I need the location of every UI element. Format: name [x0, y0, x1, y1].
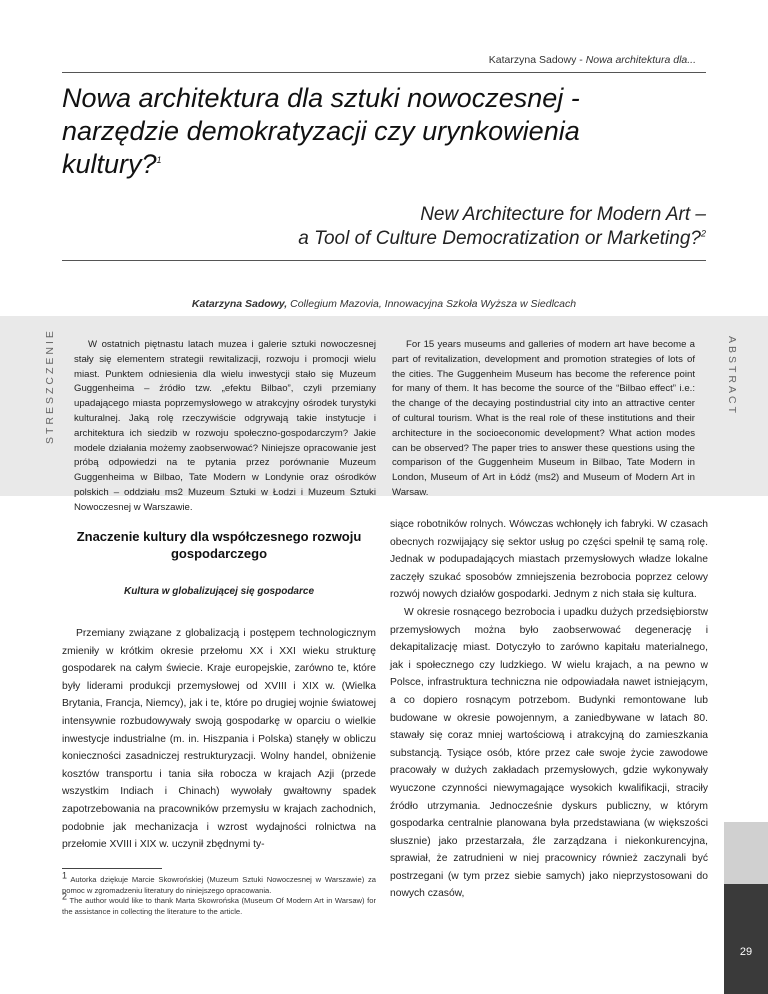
- running-head-title: Nowa architektura dla...: [585, 54, 696, 66]
- author-line: [62, 298, 706, 310]
- footnote-1-text: Autorka dziękuje Marcie Skowrońskiej (Muzeum Sztuki Nowoczesnej w Warszawie) za pomoc w zgromadzeniu literatury do niniejszego opracowania.: [62, 874, 376, 895]
- page-number: 29: [739, 946, 753, 958]
- abstract-label: ABSTRACT: [726, 336, 738, 417]
- running-head: [489, 54, 696, 66]
- abstract-pl: W ostatnich piętnastu latach muzea i galerie sztuki nowoczesnej stały się elementem strategii rewitalizacji, rozwoju i promocji wielu miast. Punktem odniesienia dla wielu inwestycji stało się Muzeum Guggenheima – źródło tzw. „efektu Bilbao”, czyli przemiany upadającego miasta poprzemysłowego w atrakcyjny ośrodek turystyki kulturalnej. Jaką rolę rzeczywiście odgrywają takie instytucje i architektura ich siedzib w rozwoju społeczno-gospodarczym? Jakie modele działania możemy zaobserwować? Niniejsze opracowanie jest próbą odpowiedzi na te pytania przez porównanie Muzeum Guggenheima w Bilbao, Tate Modern w Londynie oraz ośrodków polskich – oddziału ms2 Muzeum Sztuki w Łodzi i Muzeum Sztuki Nowoczesnej w Warszawie.: [74, 339, 376, 513]
- author-affiliation: Collegium Mazovia, Innowacyjna Szkoła Wyższa w Siedlcach: [287, 298, 577, 310]
- article-title-en-line2: a Tool of Culture Democratization or Marketing?: [298, 228, 701, 249]
- top-rule: [62, 72, 706, 73]
- section-heading: Znaczenie kultury dla współczesnego rozwoju gospodarczego: [76, 529, 362, 561]
- body-paragraph-right-2: W okresie rosnącego bezrobocia i upadku dużych przedsiębiorstw przemysłowych można było zaobserwować degenerację i dekapitalizację miast. Dotyczyło to zarówno kapitału materialnego, jak i społecznego czy ludzkiego. W wielu krajach, a na pewno w Polsce, infrastruktura techniczna nie odpowiadała nawet istniejącym, a co dopiero rosnącym potrzebom. Budynki remontowane lub budowane w okresie powojennym, a zaniedbywane w latach 80. stawały się coraz mniej wartościową i atrakcyjną do zamieszkania substancją. Tysiące osób, które przez całe swoje życie zawodowe pracowały w dużych zakładach przemysłowych, gdzie wykonywały wyuczone czynności niewymagające wysokich kwalifikacji, straciły źródło utrzymania. Jednocześnie dyskurs publiczny, w którym gospodarka centralnie planowana była przedstawiana (w większości słusznie) jako przestarzała, źle zarządzana i niekonkurencyjna, sprawiał, że zatrudnieni w niej pracownicy również zaczynali być postrzegani (w tym przez siebie samych) jako nieprzystosowani do nowych czasów,: [390, 606, 708, 900]
- article-title-en: [146, 203, 706, 251]
- footnote-2-num: 2: [62, 891, 68, 902]
- body-column-right: [390, 516, 708, 903]
- subsection-heading: Kultura w globalizującej się gospodarce: [123, 586, 315, 597]
- page-tab-dark: [724, 884, 768, 994]
- title-footnote-ref-2[interactable]: 2: [700, 228, 706, 239]
- footnote-1-num: 1: [62, 870, 68, 881]
- article-title-pl: [62, 82, 662, 181]
- footnote-2-text: The author would like to thank Marta Skowrońska (Museum Of Modern Art in Warsaw) for the assistance in collecting the literature to the article.: [62, 896, 376, 917]
- footnote-2: [62, 891, 376, 918]
- footnote-rule: [62, 868, 162, 869]
- footnote-1: [62, 870, 376, 897]
- page-tab-light: [724, 822, 768, 884]
- title-rule: [62, 260, 706, 261]
- streszczenie-label: STRESZCZENIE: [44, 328, 56, 444]
- article-title-en-line1: New Architecture for Modern Art –: [420, 204, 706, 225]
- body-column-left: [62, 528, 376, 918]
- body-paragraph-left: Przemiany związane z globalizacją i postępem technologicznym zmieniły w krótkim okresie przełomu XX i XXI wieku strukturę gospodarek na całym świecie. Kraje europejskie, zarówno te, które były liderami produkcji przemysłowej od XVIII i XIX w. (Wielka Brytania, Francja, Niemcy), jak i te, które po drugiej wojnie światowej intensywnie rozbudowywały swoją gospodarkę w oparciu o wielkie inwestycje industrialne (m. in. Hiszpania i Polska) stanęły w obliczu konieczności zasadniczej restrukturyzacji. Wolny handel, obniżenie kosztów transportu i tania siła robocza w krajach Azji (przede wszystkim Indiach i Chinach) wywołały gwałtowny spadek zapotrzebowania na pracowników przemysłu w krajach zachodnich, podobnie jak mechanizacja i wzrost wydajności rolnictwa na przełomie XVIII i XIX w. uczynił zbędnymi ty-: [62, 628, 376, 851]
- abstract-en: For 15 years museums and galleries of modern art have become a part of revitalization, development and promotion strategies of lots of the cities. The Guggenheim Museum has become the reference point for many of them. It has become the source of the “Bilbao effect” i.e.: the change of the decaying postindustrial city into an attractive center of cultural tourism. What is the real role of these institutions and their architecture in the socioeconomic development? What action modes can be observed? The paper tries to answer these questions using the comparison of the Guggenheim Museum in Bilbao, Tate Modern in London, Museum of Art in Łódź (ms2) and Museum of Modern Art in Warsaw.: [392, 339, 695, 498]
- body-paragraph-right-1: siące robotników rolnych. Wówczas wchłonęły ich fabryki. W czasach obecnych rozwijający się sektor usług po części spełnił tę samą rolę. Jednak w podupadających miastach przemysłowych władze lokalne zaczęły szukać sposobów zmniejszenia bezrobocia poprzez celowy rozwój nowych działów gospodarki. Jednym z nich stała się kultura.: [390, 519, 708, 601]
- article-title-pl-text: Nowa architektura dla sztuki nowoczesnej - narzędzie demokratyzacji czy urynkowienia kultury?: [62, 83, 580, 179]
- running-head-author: Katarzyna Sadowy -: [488, 54, 586, 66]
- title-footnote-ref-1[interactable]: 1: [156, 155, 162, 165]
- author-name: Katarzyna Sadowy,: [191, 298, 288, 310]
